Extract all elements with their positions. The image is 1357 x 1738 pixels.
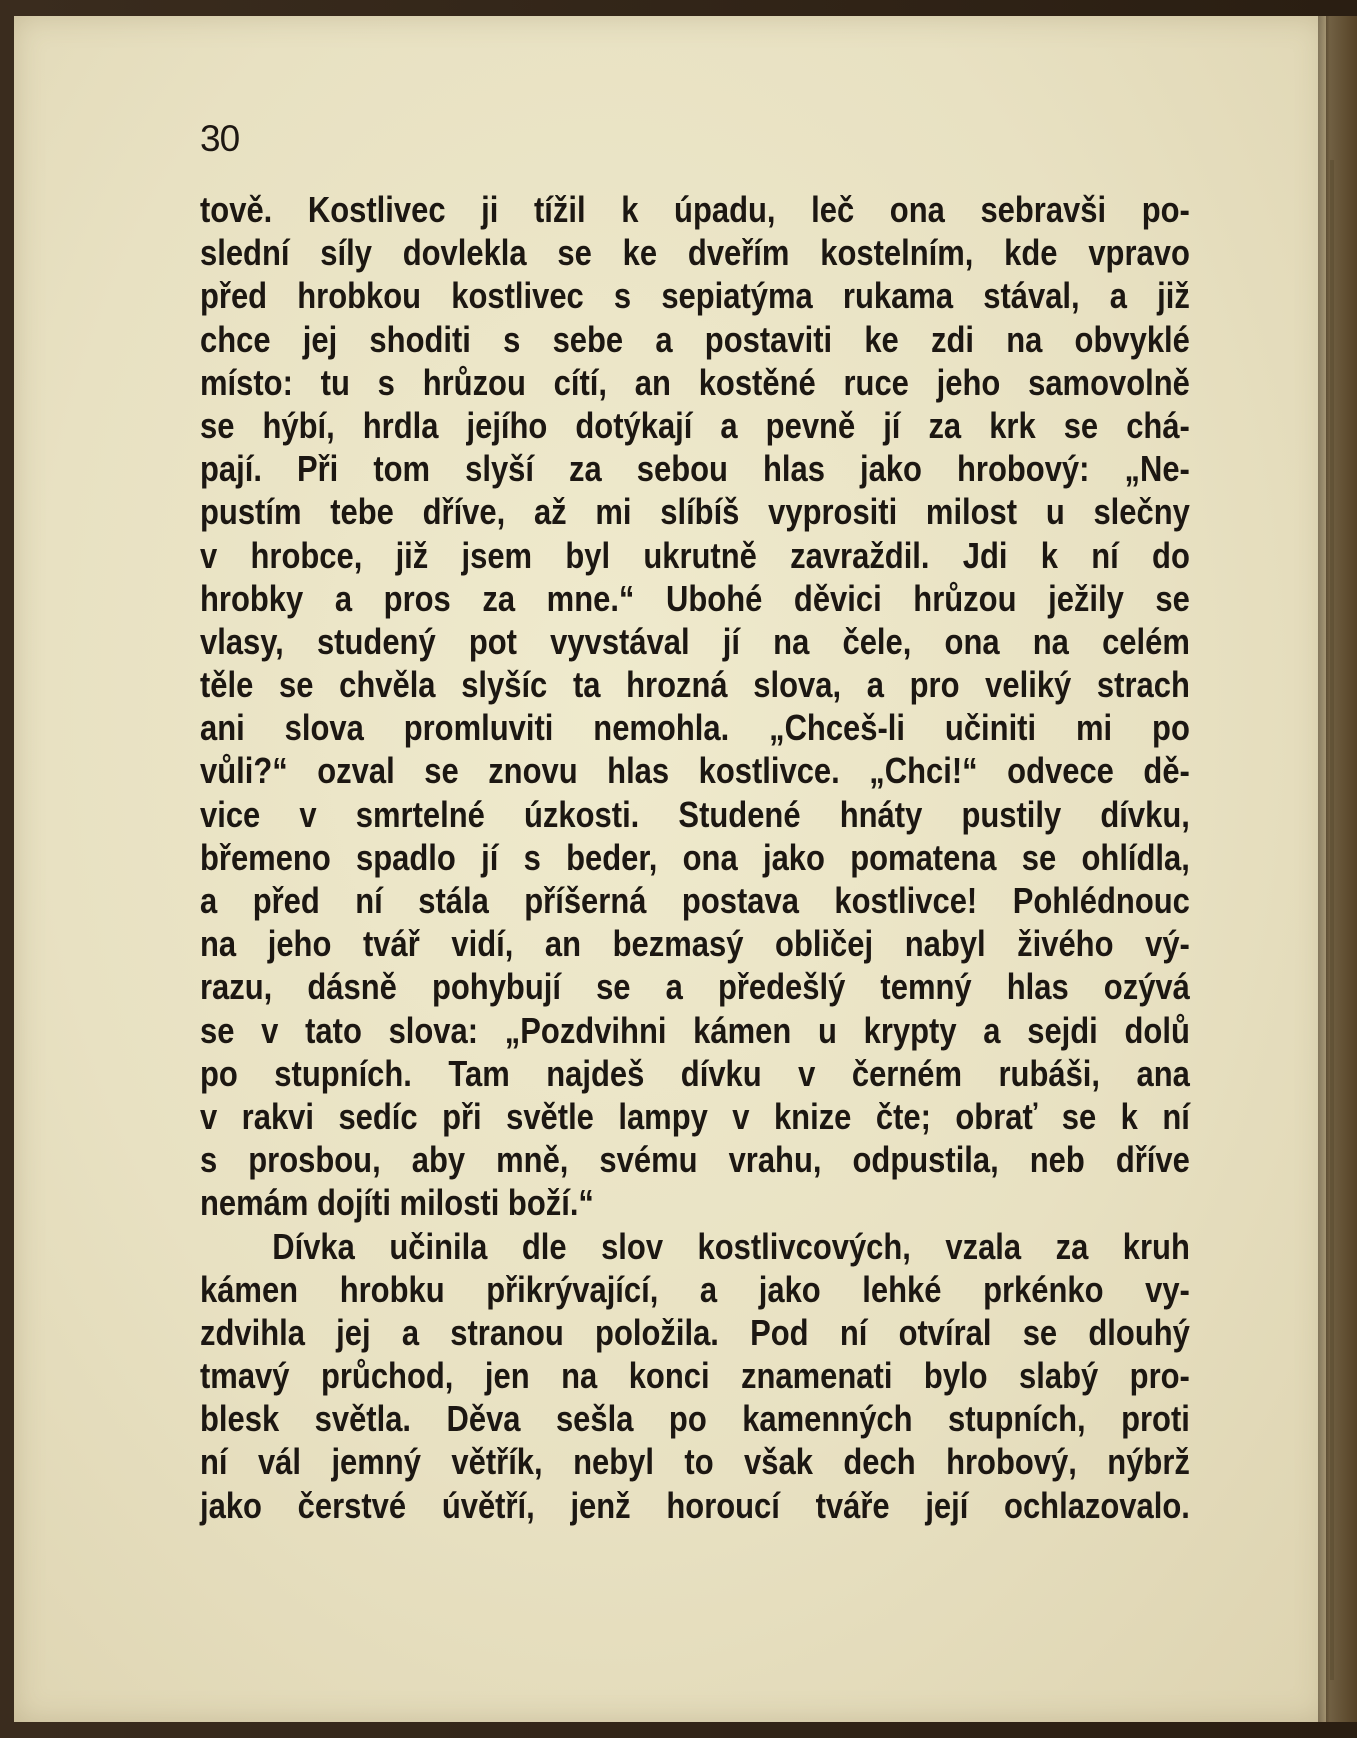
body-text	[200, 188, 1190, 1527]
text-line: před hrobkou kostlivec s sepiatýma rukama stával, a již	[200, 275, 1190, 317]
text-line: ní vál jemný větřík, nebyl to však dech hrobový, nýbrž	[200, 1441, 1190, 1483]
text-line: vice v smrtelné úzkosti. Studené hnáty pustily dívku,	[200, 793, 1190, 835]
text-line: tmavý průchod, jen na konci znamenati bylo slabý pro-	[200, 1355, 1190, 1397]
text-line: vlasy, studený pot vyvstával jí na čele, ona na celém	[200, 620, 1190, 662]
binding-line	[1330, 160, 1334, 1680]
text-line: jako čerstvé úvětří, jenž horoucí tváře její ochlazovalo.	[200, 1484, 1190, 1526]
text-line: nemám dojíti milosti boží.“	[200, 1182, 594, 1224]
text-line: razu, dásně pohybují se a předešlý temný hlas ozývá	[200, 966, 1190, 1008]
text-line: břemeno spadlo jí s beder, ona jako pomatena se ohlídla,	[200, 836, 1190, 878]
text-line: pustím tebe dříve, až mi slíbíš vyprositi milost u slečny	[200, 491, 1190, 533]
text-line: po stupních. Tam najdeš dívku v černém rubáši, ana	[200, 1052, 1190, 1094]
text-line: na jeho tvář vidí, an bezmasý obličej nabyl živého vý-	[200, 923, 1190, 965]
text-line: místo: tu s hrůzou cítí, an kostěné ruce jeho samovolně	[200, 361, 1190, 403]
text-line: v rakvi sedíc při světle lampy v knize čte; obrať se k ní	[200, 1095, 1190, 1137]
text-line: chce jej shoditi s sebe a postaviti ke zdi na obvyklé	[200, 318, 1190, 360]
text-line: a před ní stála příšerná postava kostlivce! Pohlédnouc	[200, 880, 1190, 921]
text-line: ani slova promluviti nemohla. „Chceš-li učiniti mi po	[200, 707, 1190, 749]
text-line: vůli?“ ozval se znovu hlas kostlivce. „Chci!“ odvece dě-	[200, 750, 1190, 792]
text-line: Dívka učinila dle slov kostlivcových, vzala za kruh	[272, 1225, 1190, 1267]
text-line: se hýbí, hrdla jejího dotýkají a pevně jí za krk se chá-	[200, 404, 1190, 446]
page-number: 30	[200, 118, 240, 159]
text-line: v hrobce, již jsem byl ukrutně zavraždil. Jdi k ní do	[200, 534, 1190, 576]
text-line: blesk světla. Děva sešla po kamenných stupních, proti	[200, 1398, 1190, 1440]
text-line: těle se chvěla slyšíc ta hrozná slova, a pro veliký strach	[200, 664, 1190, 706]
text-line: s prosbou, aby mně, svému vrahu, odpustila, neb dříve	[200, 1139, 1190, 1181]
text-line: hrobky a pros za mne.“ Ubohé děvici hrůzou ježily se	[200, 577, 1190, 619]
page-spine-edge	[1318, 16, 1357, 1722]
text-line: se v tato slova: „Pozdvihni kámen u krypty a sejdi dolů	[200, 1009, 1190, 1051]
text-line: zdvihla jej a stranou položila. Pod ní otvíral se dlouhý	[200, 1311, 1190, 1353]
text-line: slední síly dovlekla se ke dveřím kostelním, kde vpravo	[200, 232, 1190, 274]
text-line: kámen hrobku přikrývající, a jako lehké prkénko vy-	[200, 1268, 1190, 1310]
text-line: pají. Při tom slyší za sebou hlas jako hrobový: „Ne-	[200, 448, 1190, 490]
text-line: tově. Kostlivec ji tížil k úpadu, leč ona sebravši po-	[200, 189, 1190, 230]
